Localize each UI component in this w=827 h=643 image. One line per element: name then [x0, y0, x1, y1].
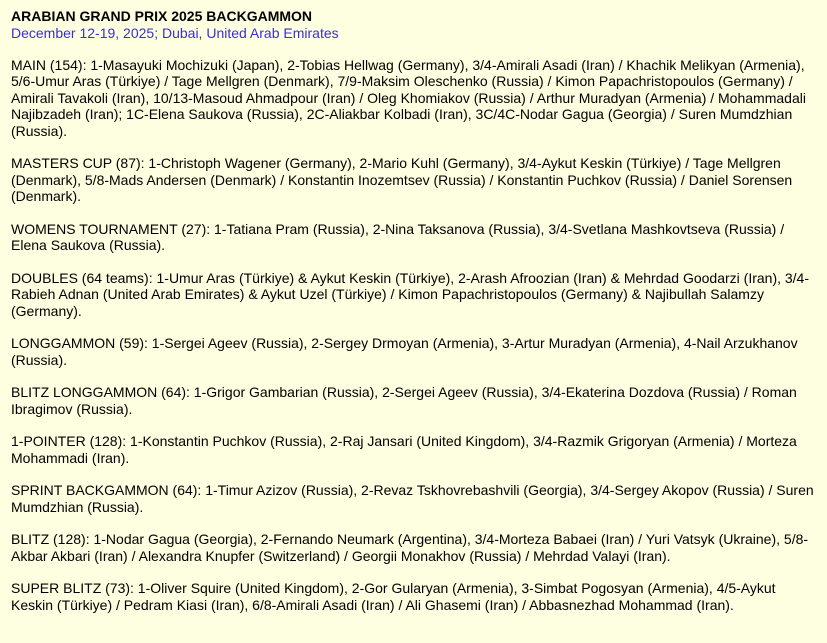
section-blitz: BLITZ (128): 1-Nodar Gagua (Georgia), 2-Fernando Neumark (Argentina), 3/4-Morteza Babaei (Iran) / Yuri Vatsyk (Ukraine), 5/8-Akbar Akbari (Iran) / Alexandra Knupfer (Switzerland) / Georgii Monakhov (Russia) / Mehrdad Valayi (Iran). — [11, 531, 809, 564]
section-blitz-longgammon: BLITZ LONGGAMMON (64): 1-Grigor Gambarian (Russia), 2-Sergei Ageev (Russia), 3/4-Ekaterina Dozdova (Russia) / Roman Ibragimov (Russia). — [11, 384, 797, 417]
section-doubles: DOUBLES (64 teams): 1-Umur Aras (Türkiye) & Aykut Keskin (Türkiye), 2-Arash Afroozian (Iran) & Mehrdad Goodarzi (Iran), 3/4-Rabieh Adnan (United Arab Emirates) & Aykut Uzel (Türkiye) / Kimon Papachristopoulos (Germany) & Najibullah Salamzy (Germany). — [11, 269, 810, 319]
section-sprint-backgammon: SPRINT BACKGAMMON (64): 1-Timur Azizov (Russia), 2-Revaz Tskhovrebashvili (Georgia), 3/4-Sergey Akopov (Russia) / Suren Mumdzhian (Russia). — [11, 482, 814, 515]
event-date-location: December 12-19, 2025; Dubai, United Arab Emirates — [11, 24, 339, 41]
section-main: MAIN (154): 1-Masayuki Mochizuki (Japan), 2-Tobias Hellwag (Germany), 3/4-Amirali Asadi (Iran) / Khachik Melikyan (Armenia), 5/6-Umur Aras (Türkiye) / Tage Mellgren (Denmark), 7/9-Maksim Oleschenko (Russia) / Kimon Papachristopoulos (Germany) / Amirali Tavakoli (Iran), 10/13-Masoud Ahmadpour (Iran) / Oleg Khomiakov (Russia) / Arthur Muradyan (Armenia) / Mohammadali Najibzadeh (Iran); 1C-Elena Saukova (Russia), 2C-Aliakbar Kolbadi (Iran), 3C/4C-Nodar Gagua (Georgia) / Suren Mumdzhian (Russia). — [11, 56, 806, 139]
section-1-pointer: 1-POINTER (128): 1-Konstantin Puchkov (Russia), 2-Raj Jansari (United Kingdom), 3/4-Razmik Grigoryan (Armenia) / Morteza Mohammadi (Iran). — [11, 433, 797, 466]
section-masters-cup: MASTERS CUP (87): 1-Christoph Wagener (Germany), 2-Mario Kuhl (Germany), 3/4-Aykut Keskin (Türkiye) / Tage Mellgren (Denmark), 5/8-Mads Andersen (Denmark) / Konstantin Inozemtsev (Russia) / Konstantin Puchkov (Russia) / Daniel Sorensen (Denmark). — [11, 155, 793, 204]
section-womens-tournament: WOMENS TOURNAMENT (27): 1-Tatiana Pram (Russia), 2-Nina Taksanova (Russia), 3/4-Svetlana Mashkovtseva (Russia) / Elena Saukova (Russia). — [11, 220, 785, 253]
page-title: ARABIAN GRAND PRIX 2025 BACKGAMMON — [11, 8, 313, 24]
section-super-blitz: SUPER BLITZ (73): 1-Oliver Squire (United Kingdom), 2-Gor Gularyan (Armenia), 3-Simbat Pogosyan (Armenia), 4/5-Aykut Keskin (Türkiye) / Pedram Kiasi (Iran), 6/8-Amirali Asadi (Iran) / Ali Ghasemi (Iran) / Abbasnezhad Mohammad (Iran). — [11, 580, 776, 613]
section-longgammon: LONGGAMMON (59): 1-Sergei Ageev (Russia), 2-Sergey Drmoyan (Armenia), 3-Artur Muradyan (Armenia), 4-Nail Arzukhanov (Russia). — [11, 335, 798, 368]
